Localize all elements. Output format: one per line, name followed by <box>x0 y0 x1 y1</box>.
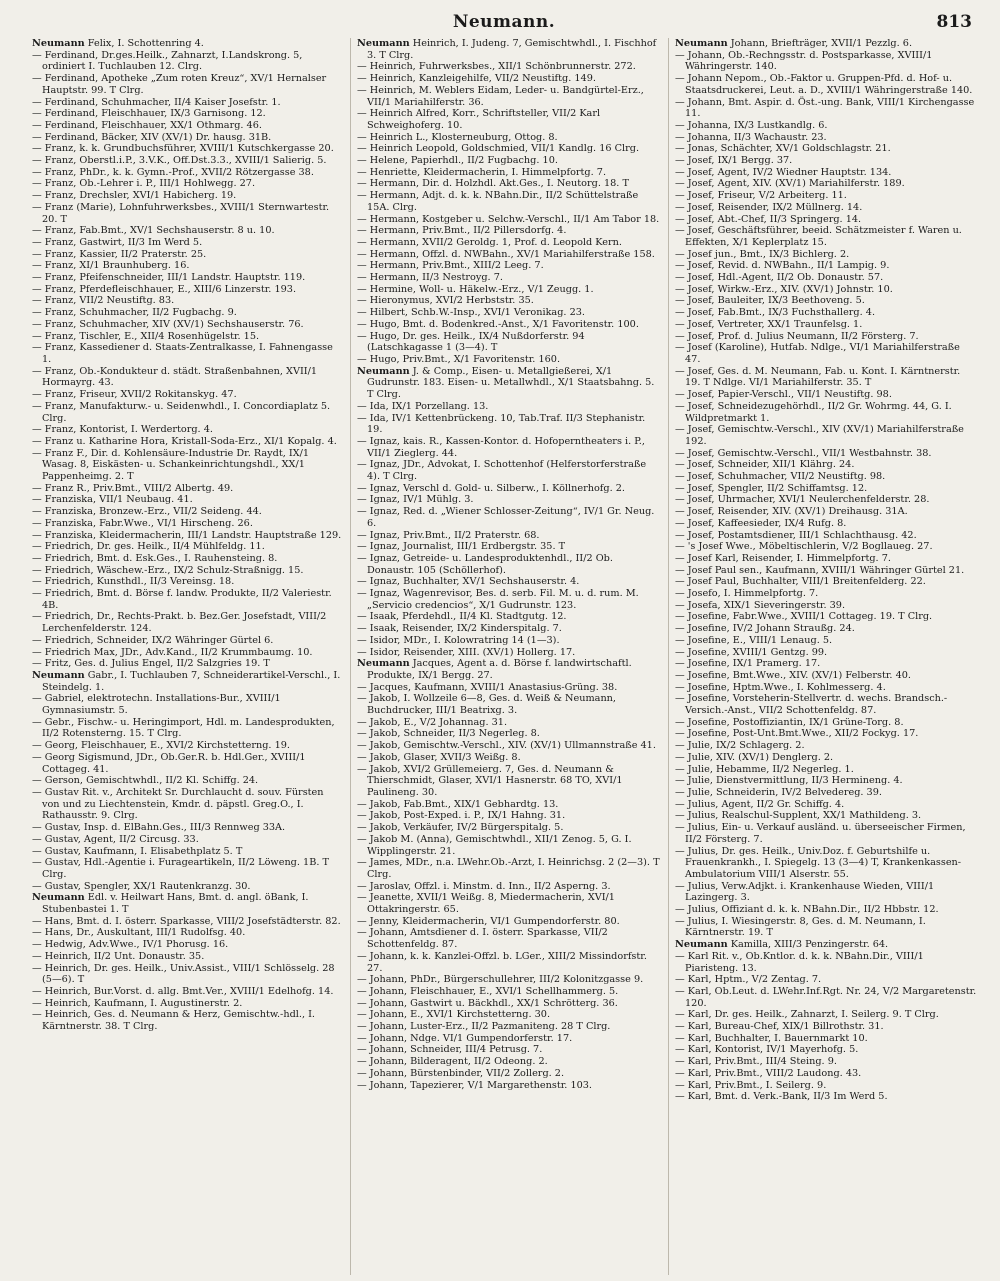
directory-entry: — Josef, Gemischtw.-Verschl., VII/1 Westbahnstr. 38. <box>675 447 932 459</box>
directory-entry: — Hilbert, Schb.W.-Insp., XVI/1 Veronikag. 23. <box>357 307 585 319</box>
directory-entry: — Josef Karl, Reisender, I. Himmelpfortg. 7. <box>675 552 891 564</box>
directory-entry: — Franz R., Priv.Bmt., VIII/2 Albertg. 49. <box>32 482 234 494</box>
directory-entry: — Isaak, Reisender, IX/2 Kinderspitalg. 7. <box>357 623 562 635</box>
directory-entry: — Heinrich, M. Weblers Eidam, Leder- u. Bandgürtel-Erz., VII/1 Mariahilferstr. 36. <box>357 84 644 108</box>
directory-entry: — Johann, k. k. Kanzlei-Offzl. b. LGer., XIII/2 Missindorfstr. 27. <box>357 950 647 974</box>
directory-entry: Neumann Johann, Briefträger, XVII/1 Pezzlg. 6. <box>675 38 913 49</box>
directory-entry: — Josef, Ges. d. M. Neumann, Fab. u. Kont. I. Kärntnerstr. 19. T Ndlge. VI/1 Mariahilferstr. 35. T <box>675 365 961 389</box>
directory-entry: — Franz, Pferdefleischhauer, E., XIII/6 Linzerstr. 193. <box>32 283 297 295</box>
directory-entry: — Ignaz, IV/1 Mühlg. 3. <box>357 494 474 506</box>
directory-entry: — Karl, Bureau-Chef, XIX/1 Billrothstr. 31. <box>675 1021 884 1033</box>
directory-entry: — Johanna, IX/3 Lustkandlg. 6. <box>675 119 828 131</box>
directory-entry: Neumann Gabr., I. Tuchlauben 7, Schneiderartikel-Verschl., I. Steindelg. 1. <box>32 669 341 693</box>
directory-entry: — Josef, Agent, IV/2 Wiedner Hauptstr. 134. <box>675 166 892 178</box>
running-head: Neumann. <box>452 12 556 32</box>
directory-entry: — Jacques, Kaufmann, XVIII/1 Anastasius-Grüng. 38. <box>357 681 618 693</box>
directory-entry: — Josef, Geschäftsführer, beeid. Schätzmeister f. Waren u. Effekten, X/1 Keplerplatz 15. <box>675 225 962 248</box>
directory-entry: — Josefine, Postoffiziantin, IX/1 Grüne-Torg. 8. <box>675 716 904 728</box>
directory-entry: — Gustav, Spengler, XX/1 Rautenkranzg. 30. <box>32 880 251 892</box>
columns <box>32 38 978 1275</box>
directory-entry: — Jakob, Gemischtw.-Verschl., XIV. (XV/1) Ullmannstraße 41. <box>357 740 656 752</box>
directory-entry: — Heinrich, II/2 Unt. Donaustr. 35. <box>32 950 205 962</box>
directory-entry: — Gustav, Insp. d. ElBahn.Ges., III/3 Rennweg 33A. <box>32 822 286 834</box>
directory-entry: — Josef jun., Bmt., IX/3 Bichlerg. 2. <box>675 248 850 260</box>
directory-entry: — Heinrich Alfred, Korr., Schriftsteller, VII/2 Karl Schweighoferg. 10. <box>357 108 601 131</box>
directory-entry: — Josef, Schneidezugehörhdl., II/2 Gr. Wohrmg. 44, G. I. Wildpretmarkt 1. <box>675 400 952 424</box>
directory-entry: — Karl, Hptm., V/2 Zentag. 7. <box>675 974 822 986</box>
directory-entry: — Franz, Friseur, XVII/2 Rokitanskyg. 47. <box>32 389 237 401</box>
directory-entry: — Jakob M. (Anna), Gemischtwhdl., XII/1 Zenog. 5, G. I. Wipplingerstr. 21. <box>357 833 632 857</box>
directory-entry: — Heinrich Leopold, Goldschmied, VII/1 Kandlg. 16 Clrg. <box>357 143 640 155</box>
directory-entry: — Franz, XI/1 Braunhuberg. 16. <box>32 260 190 272</box>
directory-entry: — Josefine, E., VIII/1 Lenaug. 5. <box>675 634 833 646</box>
directory-entry: — Franz, Manufakturw.- u. Seidenwhdl., I. Concordiaplatz 5. Clrg. <box>32 400 331 424</box>
directory-entry: — Heinrich, Bur.Vorst. d. allg. Bmt.Ver., XVIII/1 Edelhofg. 14. <box>32 985 334 997</box>
directory-entry: — Julie, Schneiderin, IV/2 Belvedereg. 39. <box>675 787 882 798</box>
directory-entry: — Ignaz, Verschl d. Gold- u. Silberw., I. Köllnerhofg. 2. <box>357 482 625 494</box>
directory-entry: — Josefine, IX/1 Pramerg. 17. <box>675 658 821 670</box>
directory-entry: — Helene, Papierhdl., II/2 Fugbachg. 10. <box>357 155 558 167</box>
directory-entry: Neumann Heinrich, I. Judeng. 7, Gemischtwhdl., I. Fischhof 3. T Clrg. <box>357 38 657 61</box>
directory-entry: — Julius, Offiziant d. k. k. NBahn.Dir., II/2 Hbbstr. 12. <box>675 904 939 916</box>
directory-entry: — Franziska, VII/1 Neubaug. 41. <box>32 494 193 506</box>
directory-entry: — Hermann, XVII/2 Geroldg. 1, Prof. d. Leopold Kern. <box>357 236 622 248</box>
directory-entry: — Franz, Tischler, E., XII/4 Rosenhügelstr. 15. <box>32 330 260 342</box>
directory-entry: — Franz, Schuhmacher, XIV (XV/1) Sechshauserstr. 76. <box>32 318 304 330</box>
directory-entry: — Friedrich, Kunsthdl., II/3 Vereinsg. 18. <box>32 576 235 588</box>
directory-entry: — Franz, Kassier, II/2 Praterstr. 25. <box>32 248 207 260</box>
directory-entry: — Gustav, Kaufmann, I. Elisabethplatz 5. T <box>32 845 243 857</box>
directory-entry: — Ignaz, Priv.Bmt., II/2 Praterstr. 68. <box>357 529 540 541</box>
directory-entry: — Josef, Papier-Verschl., VII/1 Neustiftg. 98. <box>675 389 892 401</box>
directory-entry: — Josef, Fab.Bmt., IX/3 Fuchsthallerg. 4. <box>675 307 876 319</box>
directory-entry: — Karl, Buchhalter, I. Bauernmarkt 10. <box>675 1032 868 1044</box>
directory-entry: — Josefine, Bmt.Wwe., XIV. (XV/1) Felberstr. 40. <box>675 669 912 681</box>
directory-entry: — Franz u. Katharine Hora, Kristall-Soda-Erz., XI/1 Kopalg. 4. <box>32 435 337 447</box>
directory-entry: — Franz, k. k. Grundbuchsführer, XVIII/1 Kutschkergasse 20. <box>32 143 334 155</box>
directory-entry: — Gustav Rit. v., Architekt Sr. Durchlaucht d. souv. Fürsten von und zu Liechtenstein, Kmdr. d. päpstl. Greg.O., I. Rathausstr. 9. Clrg. <box>32 787 324 822</box>
directory-entry: — Josefine, Hptm.Wwe., I. Kohlmesserg. 4. <box>675 681 886 693</box>
directory-entry: — Ferdinand, Fleischhauer, XX/1 Othmarg. 46. <box>32 119 262 131</box>
directory-entry: — Josefine, Post-Unt.Bmt.Wwe., XII/2 Fockyg. 17. <box>675 728 919 740</box>
directory-entry: — Karl, Kontorist, IV/1 Mayerhofg. 5. <box>675 1044 859 1056</box>
directory-entry: — Ferdinand, Fleischhauer, IX/3 Garnisong. 12. <box>32 108 266 120</box>
directory-entry: — Julie, IX/2 Schlagerg. 2. <box>675 740 805 752</box>
directory-entry: — Friedrich Max, JDr., Adv.Kand., II/2 Krummbaumg. 10. <box>32 646 313 658</box>
directory-entry: — Josef, Abt.-Chef, II/3 Springerg. 14. <box>675 213 862 225</box>
directory-entry: — Jenny, Kleidermacherin, VI/1 Gumpendorferstr. 80. <box>357 915 620 927</box>
directory-entry: — Hermann, II/3 Nestroyg. 7. <box>357 272 503 284</box>
directory-entry: — Karl, Priv.Bmt., VIII/2 Laudong. 43. <box>675 1067 862 1079</box>
directory-entry: — Ignaz, Journalist, III/1 Erdbergstr. 35. T <box>357 541 566 553</box>
directory-entry: — Julius, I. Wiesingerstr. 8, Ges. d. M. Neumann, I. Kärntnerstr. 19. T <box>675 915 926 939</box>
directory-entry: — Johanna, II/3 Wachaustr. 23. <box>675 131 827 143</box>
directory-entry: — Josef, Uhrmacher, XVI/1 Neulerchenfelderstr. 28. <box>675 494 930 506</box>
directory-entry: — Josef, Revid. d. NWBahn., II/1 Lampig. 9. <box>675 260 890 272</box>
directory-entry: — Johann, Ob.-Rechngsstr. d. Postsparkasse, XVIII/1 Währingerstr. 140. <box>675 49 933 73</box>
directory-entry: — Ignaz, Getreide- u. Landesproduktenhdl., II/2 Ob. Donaustr. 105 (Schöllerhof). <box>357 552 613 576</box>
directory-entry: — Franziska, Kleidermacherin, III/1 Landstr. Hauptstraße 129. <box>32 529 342 541</box>
directory-entry: — Josef, Spengler, II/2 Schiffamtsg. 12. <box>675 482 868 494</box>
directory-entry: — Julius, Realschul-Supplent, XX/1 Mathildeng. 3. <box>675 810 922 822</box>
directory-entry: — Julius, Ein- u. Verkauf ausländ. u. überseeischer Firmen, II/2 Försterg. 7. <box>675 822 966 845</box>
directory-entry: — Josef, Agent, XIV. (XV/1) Mariahilferstr. 189. <box>675 178 905 190</box>
directory-entry: — Franz, Ob.-Kondukteur d. städt. Straßenbahnen, XVII/1 Hormayrg. 43. <box>32 365 318 389</box>
directory-entry: — Gebr., Fischw.- u. Heringimport, Hdl. m. Landesprodukten, II/2 Rotensterng. 15. T Clrg. <box>32 716 335 740</box>
directory-entry: — Hans, Bmt. d. I. österr. Sparkasse, VIII/2 Josefstädterstr. 82. <box>32 915 341 927</box>
directory-entry: — Josef, Schneider, XII/1 Klährg. 24. <box>675 459 855 471</box>
directory-entry: — Gerson, Gemischtwhdl., II/2 Kl. Schiffg. 24. <box>32 775 259 787</box>
directory-entry: — Ida, IX/1 Porzellang. 13. <box>357 400 489 412</box>
directory-entry: Neumann Kamilla, XIII/3 Penzingerstr. 64. <box>675 939 889 951</box>
directory-entry: — Josefa, XIX/1 Sieveringerstr. 39. <box>675 599 846 611</box>
directory-entry: — Friedrich, Bmt. d. Esk.Ges., I. Rauhensteing. 8. <box>32 552 278 564</box>
column-2 <box>350 38 660 1275</box>
directory-entry: — Franz, PhDr., k. k. Gymn.-Prof., XVII/2 Rötzergasse 38. <box>32 166 314 178</box>
directory-entry: — Heinrich, Kaufmann, I. Augustinerstr. 2. <box>32 997 243 1009</box>
directory-entry: — Josef (Karoline), Hutfab. Ndlge., VI/1 Mariahilferstraße 47. <box>675 342 960 365</box>
directory-entry: — Jakob, E., V/2 Johannag. 31. <box>357 716 508 728</box>
directory-entry: — Jakob, Schneider, II/3 Negerleg. 8. <box>357 728 540 740</box>
directory-entry: — Jakob, I. Wollzeile 6—8, Ges. d. Weiß & Neumann, Buchdrucker, III/1 Beatrixg. 3. <box>357 693 617 717</box>
directory-entry: — 's Josef Wwe., Möbeltischlerin, V/2 Bogllaueg. 27. <box>675 541 933 553</box>
directory-entry: — Hermann, Priv.Bmt., II/2 Pillersdorfg. 4. <box>357 225 567 237</box>
directory-entry: — Karl, Ob.Leut. d. LWehr.Inf.Rgt. Nr. 24, V/2 Margaretenstr. 120. <box>675 985 977 1009</box>
directory-entry: — Josef, Friseur, V/2 Arbeiterg. 11. <box>675 190 847 202</box>
directory-entry: — Josef, Hdl.-Agent, II/2 Ob. Donaustr. 57. <box>675 272 884 284</box>
directory-entry: — Johann, Fleischhauer, E., XVI/1 Schellhammerg. 5. <box>357 985 619 997</box>
directory-entry: — Josef, Schuhmacher, VII/2 Neustiftg. 98. <box>675 471 886 483</box>
directory-entry: — Johann, Bilderagent, II/2 Odeong. 2. <box>357 1056 548 1068</box>
directory-entry: — Ida, IV/1 Kettenbrückeng. 10, Tab.Traf. II/3 Stephanistr. 19. <box>357 412 646 436</box>
directory-entry: — Josef, Prof. d. Julius Neumann, II/2 Försterg. 7. <box>675 330 919 342</box>
directory-entry: — Hugo, Dr. ges. Heilk., IX/4 Nußdorferstr. 94 (Latschkagasse 1 (3—4). T <box>357 330 585 354</box>
directory-entry: — Jaroslav, Offzl. i. Minstm. d. Inn., II/2 Asperng. 3. <box>357 880 611 892</box>
directory-entry: — Isidor, Reisender, XIII. (XV/1) Hollerg. 17. <box>357 646 576 658</box>
directory-entry: — Hugo, Bmt. d. Bodenkred.-Anst., X/1 Favoritenstr. 100. <box>357 318 639 330</box>
directory-entry: — Josef, Gemischtw.-Verschl., XIV (XV/1) Mariahilferstraße 192. <box>675 424 964 447</box>
directory-entry: — Julius, Verw.Adjkt. i. Krankenhause Wieden, VIII/1 Lazingerg. 3. <box>675 880 935 904</box>
directory-entry: — Friedrich, Schneider, IX/2 Währinger Gürtel 6. <box>32 634 274 646</box>
page-number: 813 <box>936 12 972 32</box>
directory-entry: — Karl Rit. v., Ob.Kntlor. d. k. k. NBahn.Dir., VIII/1 Piaristeng. 13. <box>675 950 924 974</box>
column-3 <box>668 38 978 1275</box>
directory-entry: — Heinrich L., Klosterneuburg, Ottog. 8. <box>357 131 558 143</box>
directory-entry: — Heinrich, Dr. ges. Heilk., Univ.Assist., VIII/1 Schlösselg. 28 (5—6). T <box>32 962 335 986</box>
directory-entry: — Josef, Wirkw.-Erz., XIV. (XV/1) Johnstr. 10. <box>675 283 893 295</box>
directory-entry: — Hermann, Adjt. d. k. k. NBahn.Dir., II/2 Schüttelstraße 15A. Clrg. <box>357 190 639 213</box>
directory-entry: — Johann Nepom., Ob.-Faktor u. Gruppen-Pfd. d. Hof- u. Staatsdruckerei, Leut. a. D., XVIII/1 Währingerstraße 140. <box>675 73 973 96</box>
directory-entry: — Franz, Schuhmacher, II/2 Fugbachg. 9. <box>32 307 237 319</box>
directory-entry: — Julie, Hebamme, II/2 Negerleg. 1. <box>675 763 854 775</box>
directory-entry: — Jonas, Schächter, XV/1 Goldschlagstr. 21. <box>675 143 891 155</box>
directory-entry: — Josefine, Fabr.Wwe., XVIII/1 Cottageg. 19. T Clrg. <box>675 611 933 623</box>
directory-entry: — Hermann, Dir. d. Holzhdl. Akt.Ges., I. Neutorg. 18. T <box>357 178 629 190</box>
directory-entry: — Julius, Agent, II/2 Gr. Schiffg. 4. <box>675 798 845 810</box>
directory-entry: — Franz, Oberstl.i.P., 3.V.K., Off.Dst.3.3., XVIII/1 Salierig. 5. <box>32 155 327 167</box>
directory-entry: — Julie, Dienstvermittlung, II/3 Hermineng. 4. <box>675 775 903 787</box>
directory-entry: — Franz (Marie), Lohnfuhrwerksbes., XVIII/1 Sternwartestr. 20. T <box>32 201 330 225</box>
directory-entry: — Karl, Priv.Bmt., III/4 Steing. 9. <box>675 1056 837 1068</box>
directory-entry: — Jakob, Fab.Bmt., XIX/1 Gebhardtg. 13. <box>357 798 559 810</box>
directory-entry: — Heinrich, Kanzleigehilfe, VII/2 Neustiftg. 149. <box>357 73 596 85</box>
directory-entry: — Johann, Tapezierer, V/1 Margarethenstr. 103. <box>357 1079 593 1091</box>
directory-entry: — Franz, Pfeifenschneider, III/1 Landstr. Hauptstr. 119. <box>32 272 306 284</box>
directory-entry: — Franz, Kontorist, I. Werdertorg. 4. <box>32 424 213 436</box>
directory-entry: — Friedrich, Dr. ges. Heilk., II/4 Mühlfeldg. 11. <box>32 541 265 553</box>
directory-entry: — Josef, Bauleiter, IX/3 Beethoveng. 5. <box>675 295 865 307</box>
directory-entry: — Ferdinand, Schuhmacher, II/4 Kaiser Josefstr. 1. <box>32 96 281 108</box>
directory-entry: — Josef, IX/1 Bergg. 37. <box>675 155 793 167</box>
directory-entry: — Josef Paul sen., Kaufmann, XVIII/1 Währinger Gürtel 21. <box>675 564 965 576</box>
directory-entry: — Gabriel, elektrotechn. Installations-Bur., XVIII/1 Gymnasiumstr. 5. <box>32 693 281 717</box>
directory-entry: — Ignaz, Wagenrevisor, Bes. d. serb. Fil. M. u. d. rum. M. „Servicio credencios“, X/1 Gudrunstr. 123. <box>357 588 639 611</box>
directory-entry: — Josef, Postamtsdiener, III/1 Schlachthausg. 42. <box>675 529 917 541</box>
directory-entry: — Karl, Priv.Bmt., I. Seilerg. 9. <box>675 1079 827 1091</box>
directory-entry: — Jakob, Post-Exped. i. P., IX/1 Hahng. 31. <box>357 810 566 822</box>
directory-entry: — Ignaz, kais. R., Kassen-Kontor. d. Hofoperntheaters i. P., VII/1 Zieglerg. 44. <box>357 435 645 459</box>
directory-entry: — Isaak, Pferdehdl., II/4 Kl. Stadtgutg. 12. <box>357 611 567 623</box>
directory-entry: — Johann, Gastwirt u. Bäckhdl., XX/1 Schrötterg. 36. <box>357 997 618 1009</box>
directory-entry: — Franz, Gastwirt, II/3 Im Werd 5. <box>32 236 203 248</box>
directory-entry: — Hugo, Priv.Bmt., X/1 Favoritenstr. 160. <box>357 353 561 365</box>
directory-entry: — Jeanette, XVII/1 Weißg. 8, Miedermacherin, XVI/1 Ottakringerstr. 65. <box>357 892 615 916</box>
directory-entry: — Hermine, Woll- u. Häkelw.-Erz., V/1 Zeugg. 1. <box>357 283 594 295</box>
directory-entry: — Franz, Kassediener d. Staats-Zentralkasse, I. Fahnengasse 1. <box>32 342 333 365</box>
directory-entry: — Heinrich, Ges. d. Neumann & Herz, Gemischtw.-hdl., I. Kärntnerstr. 38. T Clrg. <box>32 1009 316 1033</box>
directory-entry: — Josefine, IV/2 Johann Straußg. 24. <box>675 623 855 635</box>
directory-entry: — Johann, Luster-Erz., II/2 Pazmaniteng. 28 T Clrg. <box>357 1021 611 1033</box>
directory-entry: — Ferdinand, Apotheke „Zum roten Kreuz“, XV/1 Hernalser Hauptstr. 99. T Clrg. <box>32 73 327 96</box>
directory-entry: — Heinrich, Fuhrwerksbes., XII/1 Schönbrunnerstr. 272. <box>357 61 636 73</box>
directory-entry: — Franz, Ob.-Lehrer i. P., III/1 Hohlwegg. 27. <box>32 178 256 190</box>
directory-entry: — Gustav, Agent, II/2 Circusg. 33. <box>32 833 199 845</box>
directory-entry: — Franz, Drechsler, XVI/1 Habicherg. 19. <box>32 190 237 202</box>
directory-entry: — Johann, Schneider, III/4 Petrusg. 7. <box>357 1044 543 1056</box>
column-1 <box>32 38 342 1275</box>
directory-entry: — Henriette, Kleidermacherin, I. Himmelpfortg. 7. <box>357 166 607 178</box>
directory-entry: — Ignaz, Buchhalter, XV/1 Sechshauserstr. 4. <box>357 576 580 588</box>
directory-entry: — Josef Paul, Buchhalter, VIII/1 Breitenfelderg. 22. <box>675 576 926 588</box>
directory-entry: — Jakob, Verkäufer, IV/2 Bürgerspitalg. 5. <box>357 822 564 834</box>
directory-entry: — Josefine, Vorsteherin-Stellvertr. d. wechs. Brandsch.-Versich.-Anst., VII/2 Schottenfeldg. 87. <box>675 693 948 717</box>
directory-entry: — Hermann, Offzl. d. NWBahn., XV/1 Mariahilferstraße 158. <box>357 248 655 260</box>
directory-entry: — Hieronymus, XVI/2 Herbststr. 35. <box>357 295 534 307</box>
directory-entry: — Karl, Bmt. d. Verk.-Bank, II/3 Im Werd 5. <box>675 1091 888 1103</box>
directory-entry: — Franz, VII/2 Neustiftg. 83. <box>32 295 175 307</box>
directory-entry: — Josef, Reisender, IX/2 Müllnerg. 14. <box>675 201 863 213</box>
directory-entry: — Ignaz, JDr., Advokat, I. Schottenhof (Helferstorferstraße 4). T Clrg. <box>357 459 647 483</box>
directory-entry: — Julius, Dr. ges. Heilk., Univ.Doz. f. Geburtshilfe u. Frauenkrankh., I. Spiegelg. 13 (3—4) T, Krankenkassen-Ambulatorium VIII/1 Alserstr. 55. <box>675 845 962 880</box>
directory-entry: — Josef, Kaffeesieder, IX/4 Rufg. 8. <box>675 517 847 529</box>
directory-entry: — Johann, E., XVI/1 Kirchstetterng. 30. <box>357 1009 551 1021</box>
directory-entry: Neumann Edl. v. Heilwart Hans, Bmt. d. angl. öBank, I. Stubenbastei 1. T <box>32 892 309 916</box>
directory-entry: — Friedrich, Wäschew.-Erz., IX/2 Schulz-Straßnigg. 15. <box>32 564 304 576</box>
directory-entry: — Josefo, I. Himmelpfortg. 7. <box>675 588 819 600</box>
directory-entry: — Isidor, MDr., I. Kolowratring 14 (1—3). <box>357 634 560 646</box>
directory-entry: — Georg Sigismund, JDr., Ob.Ger.R. b. Hdl.Ger., XVIII/1 Cottageg. 41. <box>32 751 306 775</box>
directory-entry: — Jakob, Glaser, XVII/3 Weißg. 8. <box>357 751 521 763</box>
directory-entry: — Johann, Bürstenbinder, VII/2 Zollerg. 2. <box>357 1067 565 1079</box>
directory-entry: — Franziska, Bronzew.-Erz., VII/2 Seideng. 44. <box>32 506 262 518</box>
directory-entry: — Karl, Dr. ges. Heilk., Zahnarzt, I. Seilerg. 9. T Clrg. <box>675 1009 939 1021</box>
directory-entry: Neumann Jacques, Agent a. d. Börse f. landwirtschaftl. Produkte, IX/1 Bergg. 27. <box>357 658 632 681</box>
directory-entry: — Johann, Bmt. Aspir. d. Öst.-ung. Bank, VIII/1 Kirchengasse 11. <box>675 96 975 120</box>
directory-entry: — Fritz, Ges. d. Julius Engel, II/2 Salzgries 19. T <box>32 658 270 670</box>
directory-entry: — Hedwig, Adv.Wwe., IV/1 Phorusg. 16. <box>32 939 229 951</box>
directory-entry: Neumann Felix, I. Schottenring 4. <box>32 38 204 49</box>
directory-entry: — Jakob, XVI/2 Grüllemeierg. 7, Ges. d. Neumann & Thierschmidt, Glaser, XVI/1 Hasnerstr. 68 TO, XVI/1 Paulineng. 30. <box>357 763 623 798</box>
directory-entry: — Josef, Reisender, XIV. (XV/1) Dreihausg. 31A. <box>675 506 908 518</box>
directory-entry: — Josefine, XVIII/1 Gentzg. 99. <box>675 646 828 658</box>
directory-entry: — Friedrich, Dr., Rechts-Prakt. b. Bez.Ger. Josefstadt, VIII/2 Lerchenfelderstr. 124. <box>32 611 327 635</box>
directory-entry: — Gustav, Hdl.-Agentie i. Furageartikeln, II/2 Löweng. 1B. T Clrg. <box>32 857 329 880</box>
directory-entry: — Franz F., Dir. d. Kohlensäure-Industrie Dr. Raydt, IX/1 Wasag. 8, Eiskästen- u. Schankeinrichtungshdl., XX/1 Pappenheimg. 2. T <box>32 447 310 483</box>
directory-entry: — Ignaz, Red. d. „Wiener Schlosser-Zeitung“, IV/1 Gr. Neug. 6. <box>357 506 655 529</box>
directory-entry: — Johann, Amtsdiener d. I. österr. Sparkasse, VII/2 Schottenfeldg. 87. <box>357 927 608 951</box>
directory-entry: — Josef, Vertreter, XX/1 Traunfelsg. 1. <box>675 318 863 330</box>
directory-entry: — Johann, PhDr., Bürgerschullehrer, III/2 Kolonitzgasse 9. <box>357 974 644 986</box>
directory-entry: — Hermann, Kostgeber u. Selchw.-Verschl., II/1 Am Tabor 18. <box>357 213 660 225</box>
directory-entry: — Franziska, Fabr.Wwe., VI/1 Hirscheng. 26. <box>32 517 253 529</box>
directory-entry: — Georg, Fleischhauer, E., XVI/2 Kirchstetterng. 19. <box>32 740 290 752</box>
directory-entry: — James, MDr., n.a. LWehr.Ob.-Arzt, I. Heinrichsg. 2 (2—3). T Clrg. <box>357 857 660 880</box>
directory-entry: — Friedrich, Bmt. d. Börse f. landw. Produkte, II/2 Valeriestr. 4B. <box>32 588 332 611</box>
directory-entry: — Franz, Fab.Bmt., XV/1 Sechshauserstr. 8 u. 10. <box>32 225 275 237</box>
directory-entry: Neumann J. & Comp., Eisen- u. Metallgießerei, X/1 Gudrunstr. 183. Eisen- u. Metallwhdl., X/1 Staatsbahng. 5. T Clrg. <box>357 365 655 401</box>
directory-entry: — Johann, Ndge. VI/1 Gumpendorferstr. 17. <box>357 1032 573 1044</box>
directory-entry: — Julie, XIV. (XV/1) Denglerg. 2. <box>675 751 834 763</box>
directory-entry: — Ferdinand, Dr.ges.Heilk., Zahnarzt, I.Landskrong. 5, ordiniert I. Tuchlauben 12. Clrg. <box>32 49 303 73</box>
directory-entry: — Ferdinand, Bäcker, XIV (XV/1) Dr. hausg. 31B. <box>32 131 272 143</box>
page-header <box>36 12 972 34</box>
directory-entry: — Hermann, Priv.Bmt., XIII/2 Leeg. 7. <box>357 260 544 272</box>
directory-entry: — Hans, Dr., Auskultant, III/1 Rudolfsg. 40. <box>32 927 246 939</box>
